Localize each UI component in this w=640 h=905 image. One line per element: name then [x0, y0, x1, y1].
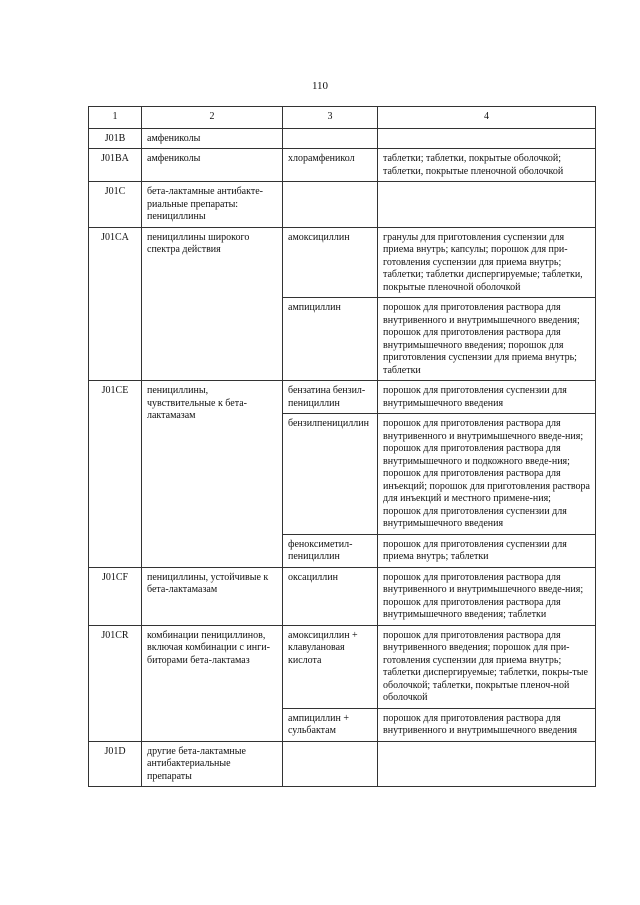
- dosage-form-cell: таблетки; таблетки, покрытые оболочкой; таблетки, покрытые пленочной оболочкой: [378, 149, 596, 182]
- atc-code-cell: J01CE: [89, 381, 142, 568]
- atc-code-cell: J01BA: [89, 149, 142, 182]
- dosage-form-cell: [378, 182, 596, 228]
- dosage-form-cell: порошок для приготовления раствора для внутривенного и внутримышечного введе-ния; порошок для приготовления раствора для внутримышечного и подкожного введе-ния; порошок для приготовления раствора для инъекций; порошок для приготовления раствора для инъекций и местного примене-ния; порошок для приготовления суспензии для внутримышечного введения: [378, 414, 596, 535]
- atc-code-cell: J01D: [89, 741, 142, 787]
- group-name-cell: пенициллины, устойчивые к бета-лактамазам: [142, 567, 283, 625]
- table-header-row: [89, 107, 596, 129]
- page-number: 110: [311, 80, 329, 92]
- substance-cell: бензилпенициллин: [283, 414, 378, 535]
- substance-cell: хлорамфеникол: [283, 149, 378, 182]
- substance-cell: [283, 741, 378, 787]
- table-row: [89, 567, 596, 625]
- group-name-cell: бета-лактамные антибакте-риальные препараты: пенициллины: [142, 182, 283, 228]
- substance-cell: феноксиметил-пенициллин: [283, 534, 378, 567]
- substance-cell: бензатина бензил-пенициллин: [283, 381, 378, 414]
- table-row: [89, 182, 596, 228]
- dosage-form-cell: порошок для приготовления раствора для внутривенного введения; порошок для при-готовления суспензии для приема внутрь; таблетки диспергируемые; таблетки, покры-тые оболочкой; таблетки, покрытые пленоч-ной оболочкой: [378, 625, 596, 708]
- substance-cell: амоксициллин: [283, 227, 378, 298]
- substance-cell: ампициллин: [283, 298, 378, 381]
- table-row: [89, 227, 596, 298]
- substance-cell: ампициллин + сульбактам: [283, 708, 378, 741]
- table-row: [89, 741, 596, 787]
- group-name-cell: амфениколы: [142, 149, 283, 182]
- header-cell: 3: [283, 107, 378, 129]
- group-name-cell: комбинации пенициллинов, включая комбинации с инги-биторами бета-лактамаз: [142, 625, 283, 741]
- table-row: [89, 625, 596, 708]
- atc-code-cell: J01CF: [89, 567, 142, 625]
- dosage-form-cell: порошок для приготовления раствора для внутривенного и внутримышечного введения: [378, 708, 596, 741]
- header-cell: 1: [89, 107, 142, 129]
- dosage-form-cell: порошок для приготовления раствора для внутривенного и внутримышечного введения; порошок для приготовления раствора для внутримышечного введения; порошок для приготовления суспензии для приема внутрь; таблетки: [378, 298, 596, 381]
- group-name-cell: пенициллины, чувствительные к бета-лактамазам: [142, 381, 283, 568]
- group-name-cell: пенициллины широкого спектра действия: [142, 227, 283, 381]
- substance-cell: [283, 128, 378, 149]
- substance-cell: [283, 182, 378, 228]
- header-cell: 2: [142, 107, 283, 129]
- substance-cell: оксациллин: [283, 567, 378, 625]
- atc-code-cell: J01CR: [89, 625, 142, 741]
- atc-code-cell: J01CA: [89, 227, 142, 381]
- table-row: [89, 128, 596, 149]
- header-cell: 4: [378, 107, 596, 129]
- dosage-form-cell: [378, 128, 596, 149]
- group-name-cell: амфениколы: [142, 128, 283, 149]
- dosage-form-cell: порошок для приготовления суспензии для приема внутрь; таблетки: [378, 534, 596, 567]
- substance-cell: амоксициллин + клавулановая кислота: [283, 625, 378, 708]
- table-row: [89, 381, 596, 414]
- dosage-form-cell: [378, 741, 596, 787]
- table-row: [89, 149, 596, 182]
- atc-code-cell: J01C: [89, 182, 142, 228]
- dosage-form-cell: гранулы для приготовления суспензии для приема внутрь; капсулы; порошок для при-готовления суспензии для приема внутрь; таблетки; таблетки диспергируемые; таблетки, покрытые пленочной оболочкой: [378, 227, 596, 298]
- dosage-form-cell: порошок для приготовления раствора для внутривенного и внутримышечного введе-ния; порошок для приготовления раствора для внутримышечного введения; таблетки: [378, 567, 596, 625]
- dosage-form-cell: порошок для приготовления суспензии для внутримышечного введения: [378, 381, 596, 414]
- group-name-cell: другие бета-лактамные антибактериальные препараты: [142, 741, 283, 787]
- drug-table: [88, 106, 596, 787]
- atc-code-cell: J01B: [89, 128, 142, 149]
